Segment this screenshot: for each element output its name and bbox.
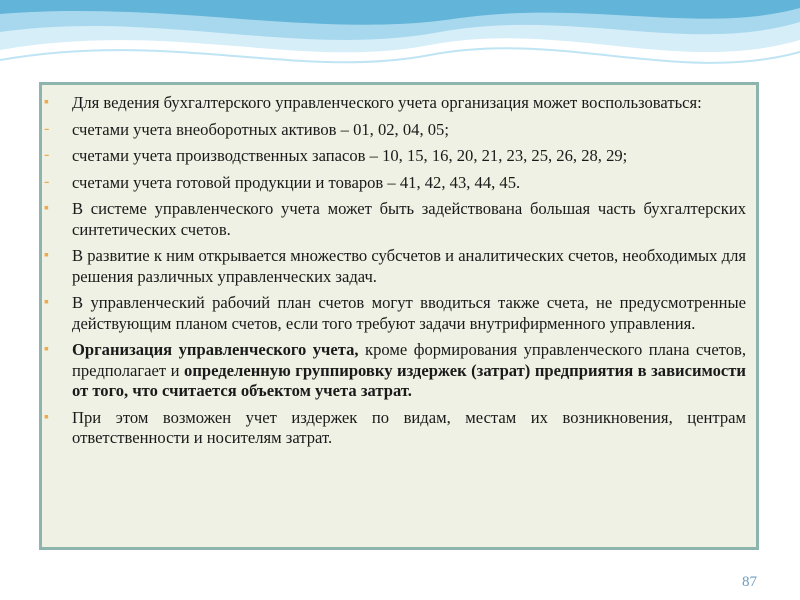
item-text: При этом возможен учет издержек по видам, местам их возникновения, центрам ответственности и носителям затрат. [72,407,746,447]
bullet-marker-icon: ▪ [44,201,49,216]
bullet-marker-icon: ▪ [44,95,49,110]
bullet-list [44,93,746,455]
item-text: В системе управленческого учета может быть задействована большая часть бухгалтерских синтетических счетов. [72,199,746,239]
item-text: В управленческий рабочий план счетов могут вводиться также счета, не предусмотренные действующим планом счетов, если того требуют задачи внутрифирменного управления. [72,293,746,333]
bullet-marker-icon: ▪ [44,409,49,425]
bullet-list-item [44,93,746,114]
bold-text: определенную группировку издержек (затрат) предприятия в зависимости от того, что считается объектом учета затрат. [72,360,746,400]
bullet-list-item [44,246,746,287]
bullet-marker-icon: ▪ [44,342,49,357]
dash-marker: - [44,146,50,163]
item-text: счетами учета производственных запасов – 10, 15, 16, 20, 21, 23, 25, 26, 28, 29; [72,146,628,165]
dash-list-item [44,119,746,141]
item-text: счетами учета внеоборотных активов – 01, 02, 04, 05; [72,119,449,139]
item-text: Для ведения бухгалтерского управленческого учета организация может воспользоваться: [72,93,702,112]
dash-list-item [44,172,746,194]
dash-marker: - [44,119,50,137]
item-text: кроме формирования управленческого плана счетов, предполагает и [72,340,746,380]
page-number: 87 [742,574,757,590]
bullet-marker-icon: ▪ [44,248,49,263]
dash-marker: - [44,172,50,190]
bullet-list-item [44,340,746,402]
dash-list-item [44,146,746,167]
item-text: счетами учета готовой продукции и товаров – 41, 42, 43, 44, 45. [72,172,521,192]
bullet-list-item [44,293,746,334]
bullet-list-item [44,199,746,240]
bullet-marker-icon: ▪ [44,295,49,310]
bold-text: Организация управленческого учета, [72,340,359,359]
item-text: В развитие к ним открывается множество субсчетов и аналитических счетов, необходимых для решения различных управленческих задач. [72,246,746,286]
bullet-list-item [44,407,746,449]
content-box [39,82,759,550]
